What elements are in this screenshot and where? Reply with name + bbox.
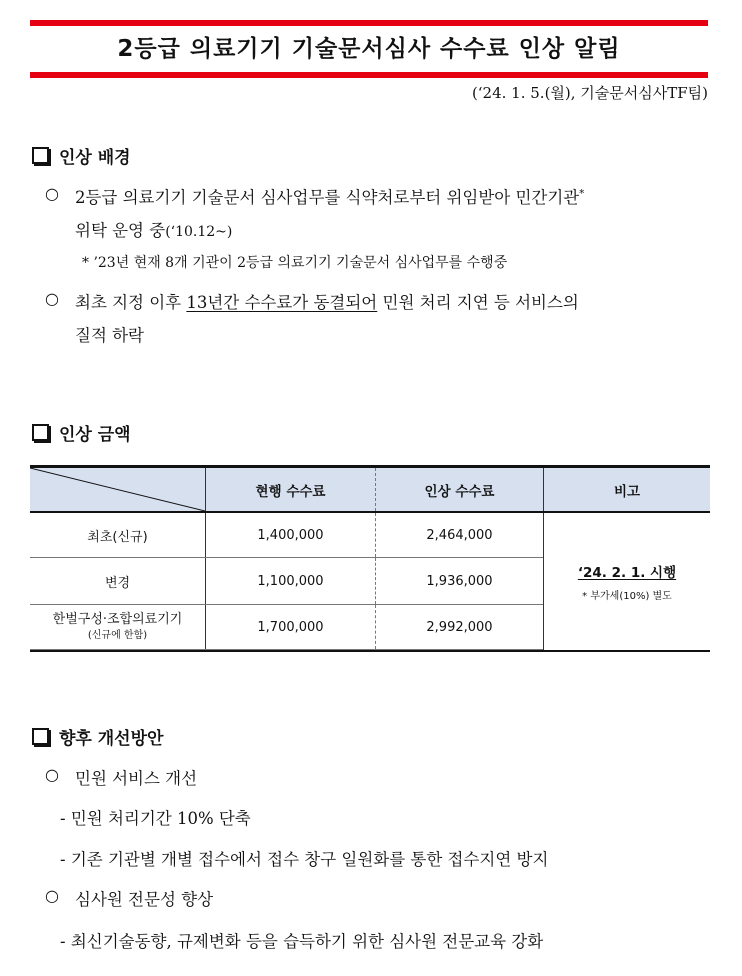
title-bottom-bar bbox=[30, 72, 708, 78]
improvement-sub-1: - 민원 처리기간 10% 단축 bbox=[60, 809, 251, 828]
current-fee: 1,100,000 bbox=[205, 558, 375, 604]
issue-date: (‘24. 1. 5.(월), 기술문서심사TF팀) bbox=[471, 84, 708, 102]
improvement-sub-3: - 최신기술동향, 규제변화 등을 습득하기 위한 심사원 전문교육 강화 bbox=[60, 932, 544, 951]
row-label: 한벌구성·조합의료기기 bbox=[52, 612, 183, 628]
section-heading-background bbox=[32, 143, 131, 168]
title-block bbox=[30, 20, 708, 78]
table-body bbox=[30, 513, 710, 652]
checkbox-square-icon bbox=[32, 728, 49, 745]
remark-cell bbox=[543, 513, 710, 650]
bullet-item-2 bbox=[45, 289, 715, 313]
circle-bullet-icon: ○ bbox=[45, 765, 59, 784]
circle-bullet-icon: ○ bbox=[45, 184, 59, 203]
bullet-2-line-2: 질적 하락 bbox=[75, 326, 145, 345]
row-label: 변경 bbox=[104, 575, 131, 591]
bullet-1-line-2 bbox=[75, 217, 232, 241]
checkbox-square-icon bbox=[32, 147, 49, 164]
improvement-item-2-text: 심사원 전문성 향상 bbox=[75, 890, 214, 909]
row-label-cell bbox=[30, 605, 205, 649]
header-new-fee: 인상 수수료 bbox=[375, 468, 543, 511]
diagonal-line bbox=[30, 468, 205, 511]
row-label: 최초(신규) bbox=[87, 529, 148, 545]
header-current-fee: 현행 수수료 bbox=[205, 468, 375, 511]
section-heading-amount bbox=[32, 420, 131, 445]
section-heading-improvement bbox=[32, 724, 163, 749]
bullet-1-line-1: 2등급 의료기기 기술문서 심사업무를 식약처로부터 위임받아 민간기관 bbox=[75, 188, 580, 207]
current-fee: 1,400,000 bbox=[205, 513, 375, 557]
new-fee: 1,936,000 bbox=[375, 558, 543, 604]
fee-table bbox=[30, 465, 710, 652]
new-fee: 2,464,000 bbox=[375, 513, 543, 557]
remark-effective-date: ‘24. 2. 1. 시행 bbox=[577, 565, 677, 581]
table-header-row bbox=[30, 465, 710, 513]
bullet-2-pre: 최초 지정 이후 bbox=[75, 293, 187, 312]
section-heading-text: 향후 개선방안 bbox=[59, 729, 164, 749]
section-heading-text: 인상 금액 bbox=[59, 425, 131, 445]
page-title: 2등급 의료기기 기술문서심사 수수료 인상 알림 bbox=[117, 36, 621, 62]
bullet-item-1 bbox=[45, 184, 715, 208]
checkbox-square-icon bbox=[32, 424, 49, 441]
remark-vat-note: * 부가세(10%) 별도 bbox=[582, 591, 672, 602]
row-label-sub: (신규에 한함) bbox=[87, 630, 148, 642]
improvement-item-2 bbox=[45, 886, 214, 910]
circle-bullet-icon: ○ bbox=[45, 289, 59, 308]
section-heading-text: 인상 배경 bbox=[59, 148, 131, 168]
header-diagonal-cell bbox=[30, 468, 205, 511]
new-fee: 2,992,000 bbox=[375, 605, 543, 649]
footnote-marker: * bbox=[579, 188, 585, 200]
improvement-item-1 bbox=[45, 765, 198, 789]
bullet-1-line-2-text: 위탁 운영 중 bbox=[75, 221, 166, 240]
improvement-sub-2: - 기존 기관별 개별 접수에서 접수 창구 일원화를 통한 접수지연 방지 bbox=[60, 850, 549, 869]
header-remark: 비고 bbox=[543, 468, 710, 511]
bullet-2-underlined: 13년간 수수료가 동결되어 bbox=[186, 293, 378, 312]
circle-bullet-icon: ○ bbox=[45, 886, 59, 905]
current-fee: 1,700,000 bbox=[205, 605, 375, 649]
improvement-item-1-text: 민원 서비스 개선 bbox=[75, 769, 198, 788]
bullet-2-post: 민원 처리 지연 등 서비스의 bbox=[377, 293, 579, 312]
bullet-1-date: (‘10.12~) bbox=[165, 224, 233, 240]
footnote: * ’23년 현재 8개 기관이 2등급 의료기기 기술문서 심사업무를 수행중 bbox=[82, 255, 508, 271]
